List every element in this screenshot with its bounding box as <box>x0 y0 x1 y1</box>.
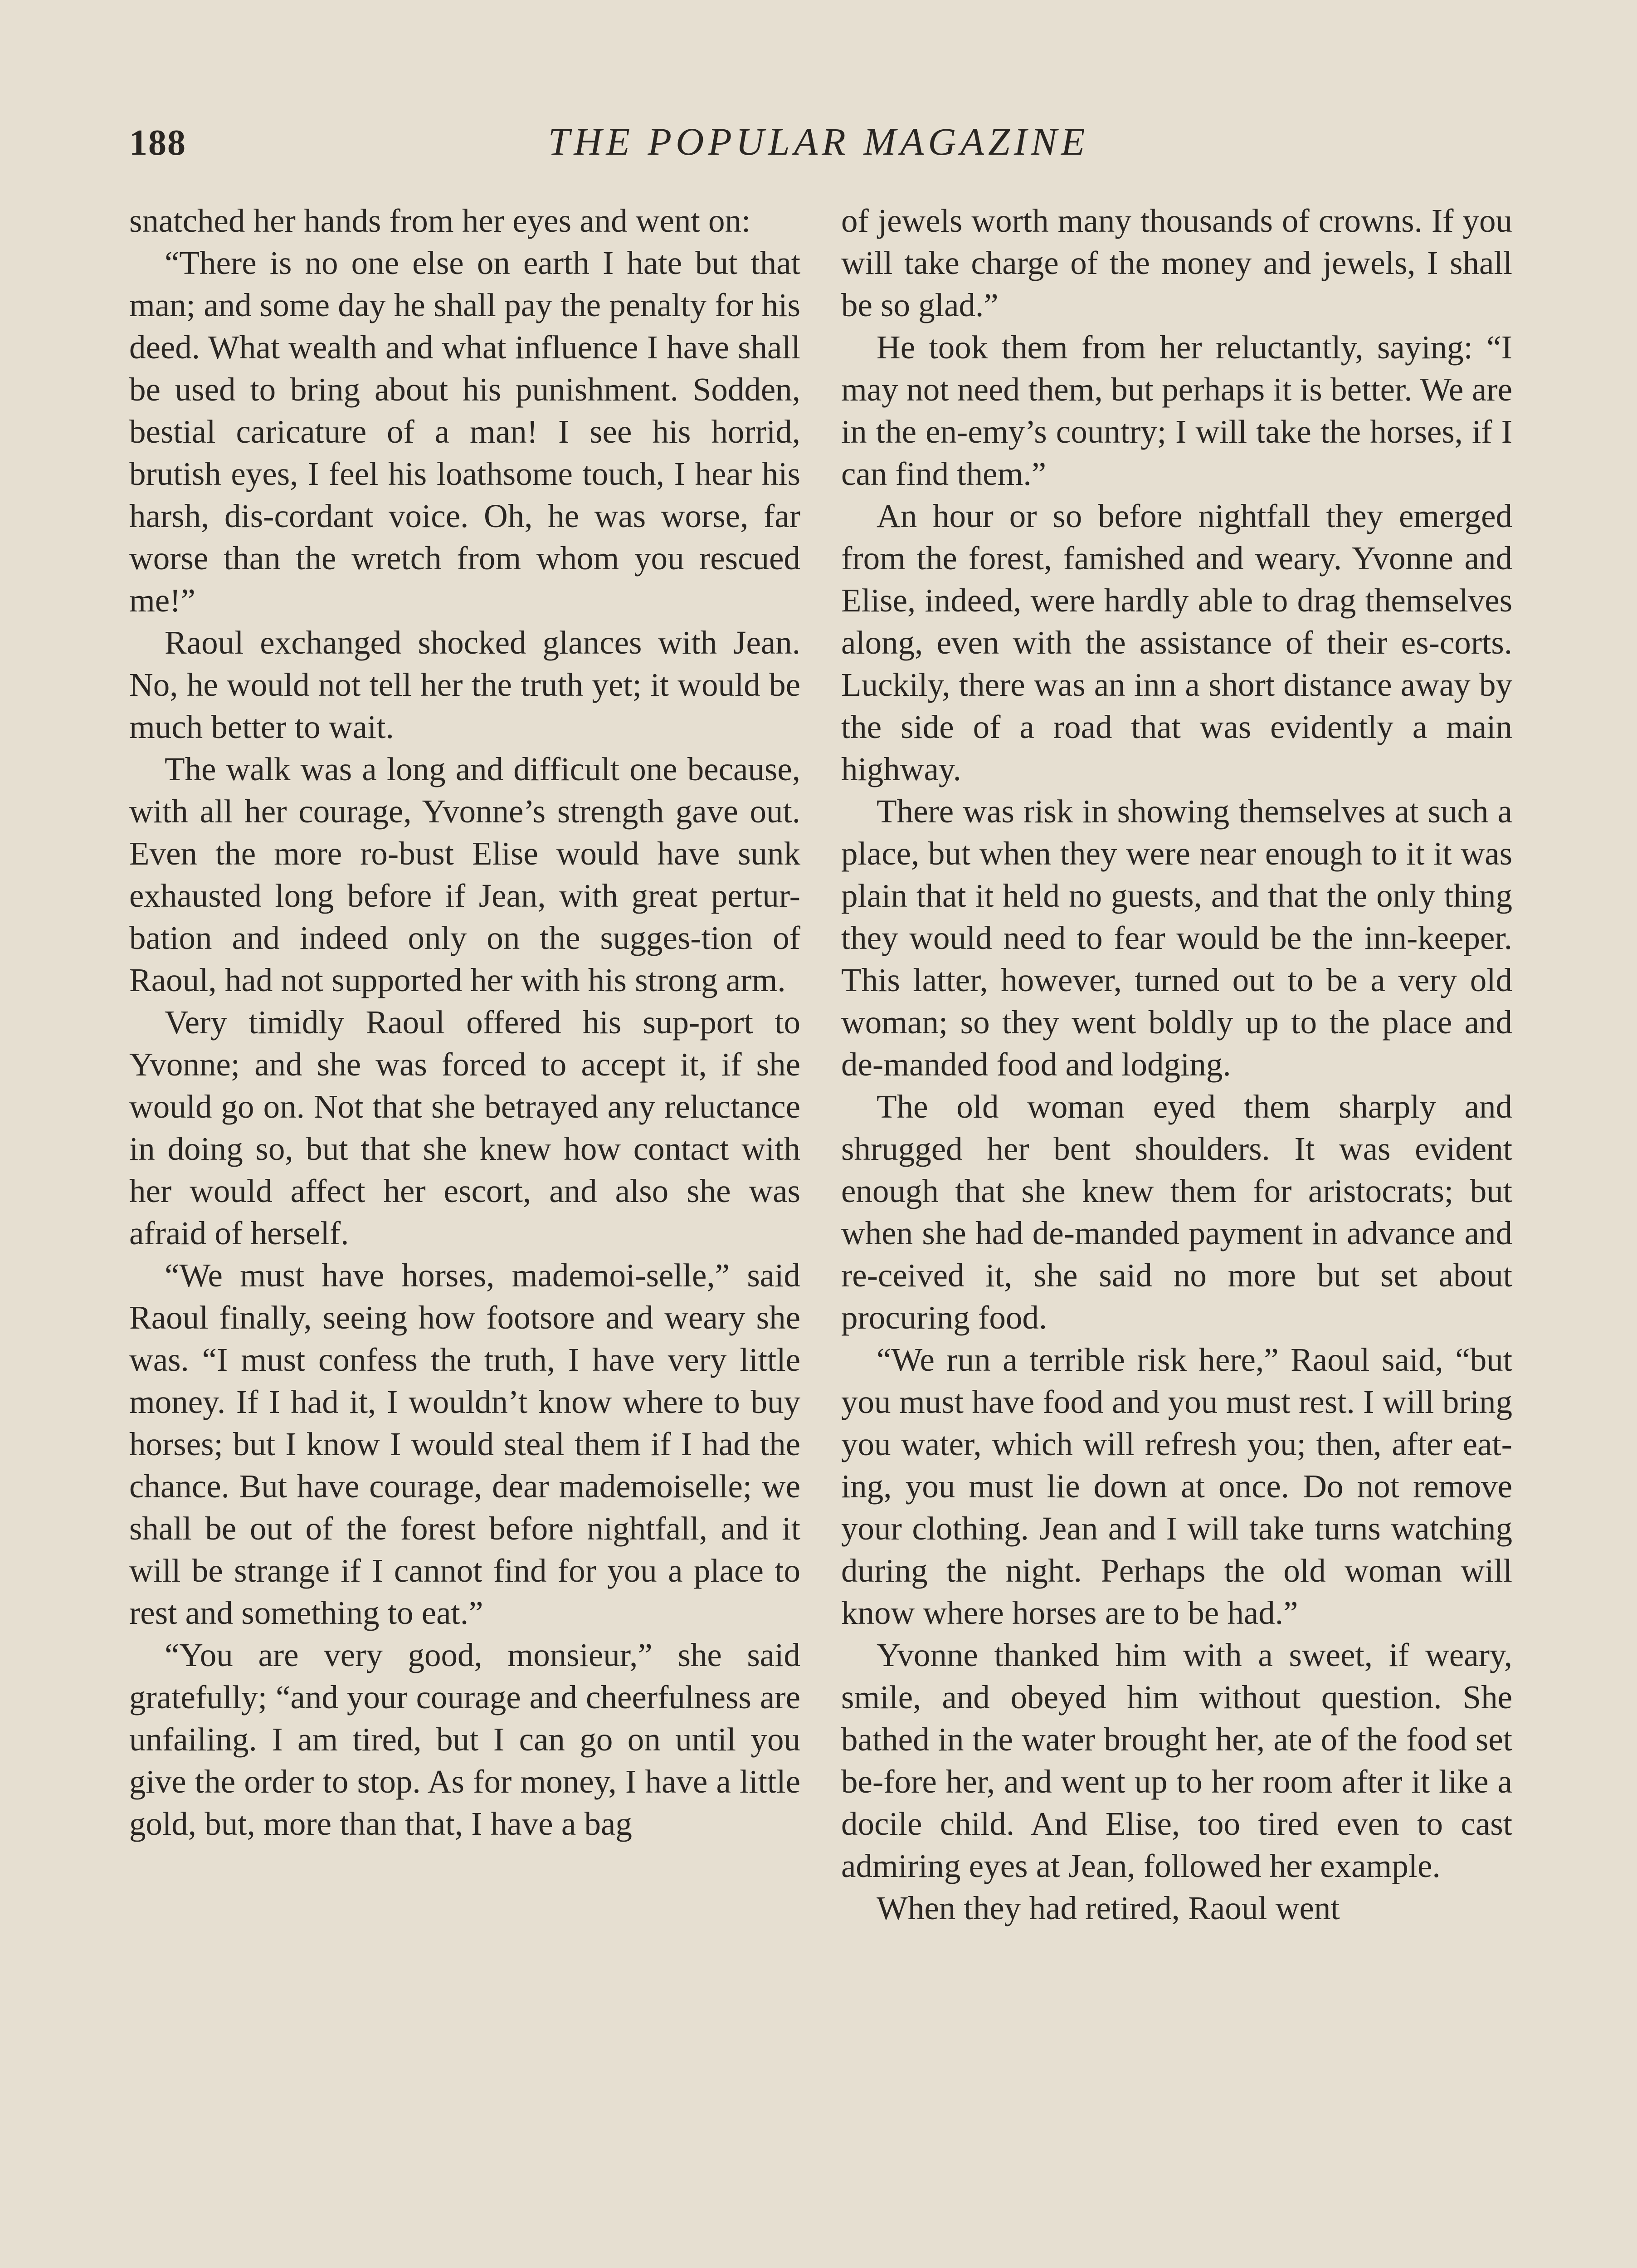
paragraph: “You are very good, monsieur,” she said gratefully; “and your courage and cheerfulness are unfailing. I am tired, but I can go on until you give the order to stop. As for money, I have a little gold, but, more than that, I have a bag <box>129 1637 800 1842</box>
paragraph: Very timidly Raoul offered his sup-port to Yvonne; and she was forced to accept it, if she would go on. Not that she betrayed any reluctance in doing so, but that she knew how contact with her would affect her escort, and also she was afraid of herself. <box>129 1004 800 1251</box>
paragraph: Raoul exchanged shocked glances with Jean. No, he would not tell her the truth yet; it would be much better to wait. <box>129 624 800 745</box>
paragraph: of jewels worth many thousands of crowns. If you will take charge of the money and jewels, I shall be so glad.” <box>841 202 1512 323</box>
paragraph: He took them from her reluctantly, saying: “I may not need them, but perhaps it is better. We are in the en-emy’s country; I will take the horses, if I can find them.” <box>841 329 1512 492</box>
paragraph: “There is no one else on earth I hate but that man; and some day he shall pay the penalty for his deed. What wealth and what influence I have shall be used to bring about his punishment. Sodden, bestial caricature of a man! I see his horrid, brutish eyes, I feel his loathsome touch, I hear his harsh, dis-cordant voice. Oh, he was worse, far worse than the wretch from whom you rescued me!” <box>129 244 800 619</box>
magazine-title: THE POPULAR MAGAZINE <box>548 120 1089 163</box>
page-number: 188 <box>129 123 186 163</box>
paragraph: The old woman eyed them sharply and shrugged her bent shoulders. It was evident enough that she knew them for aristocrats; but when she had de-manded payment in advance and re-ceived it, she said no more but set about procuring food. <box>841 1088 1512 1336</box>
paragraph: Yvonne thanked him with a sweet, if weary, smile, and obeyed him without question. She bathed in the water brought her, ate of the food set be-fore her, and went up to her room after it like a docile child. And Elise, too tired even to cast admiring eyes at Jean, followed her example. <box>841 1637 1512 1884</box>
right-column <box>841 200 1512 2268</box>
paragraph: An hour or so before nightfall they emerged from the forest, famished and weary. Yvonne and Elise, indeed, were hardly able to drag themselves along, even with the assistance of their es-corts. Luckily, there was an inn a short distance away by the side of a road that was evidently a main highway. <box>841 498 1512 787</box>
paragraph: snatched her hands from her eyes and went on: <box>129 202 751 239</box>
paragraph: “We must have horses, mademoi-selle,” said Raoul finally, seeing how footsore and weary she was. “I must confess the truth, I have very little money. If I had it, I wouldn’t know where to buy horses; but I know I would steal them if I had the chance. But have courage, dear mademoiselle; we shall be out of the forest before nightfall, and it will be strange if I cannot find for you a place to rest and something to eat.” <box>129 1257 800 1631</box>
running-head <box>0 119 1637 173</box>
paragraph: There was risk in showing themselves at such a place, but when they were near enough to it it was plain that it held no guests, and that the only thing they would need to fear would be the inn-keeper. This latter, however, turned out to be a very old woman; so they went boldly up to the place and de-manded food and lodging. <box>841 793 1512 1083</box>
paragraph: The walk was a long and difficult one because, with all her courage, Yvonne’s strength gave out. Even the more ro-bust Elise would have sunk exhausted long before if Jean, with great pertur-bation and indeed only on the sugges-tion of Raoul, had not supported her with his strong arm. <box>129 751 800 998</box>
paragraph: When they had retired, Raoul went <box>877 1890 1340 1926</box>
paragraph: “We run a terrible risk here,” Raoul said, “but you must have food and you must rest. I will bring you water, which will refresh you; then, after eat-ing, you must lie down at once. Do not remove your clothing. Jean and I will take turns watching during the night. Perhaps the old woman will know where horses are to be had.” <box>841 1341 1512 1631</box>
left-column <box>129 200 800 2268</box>
